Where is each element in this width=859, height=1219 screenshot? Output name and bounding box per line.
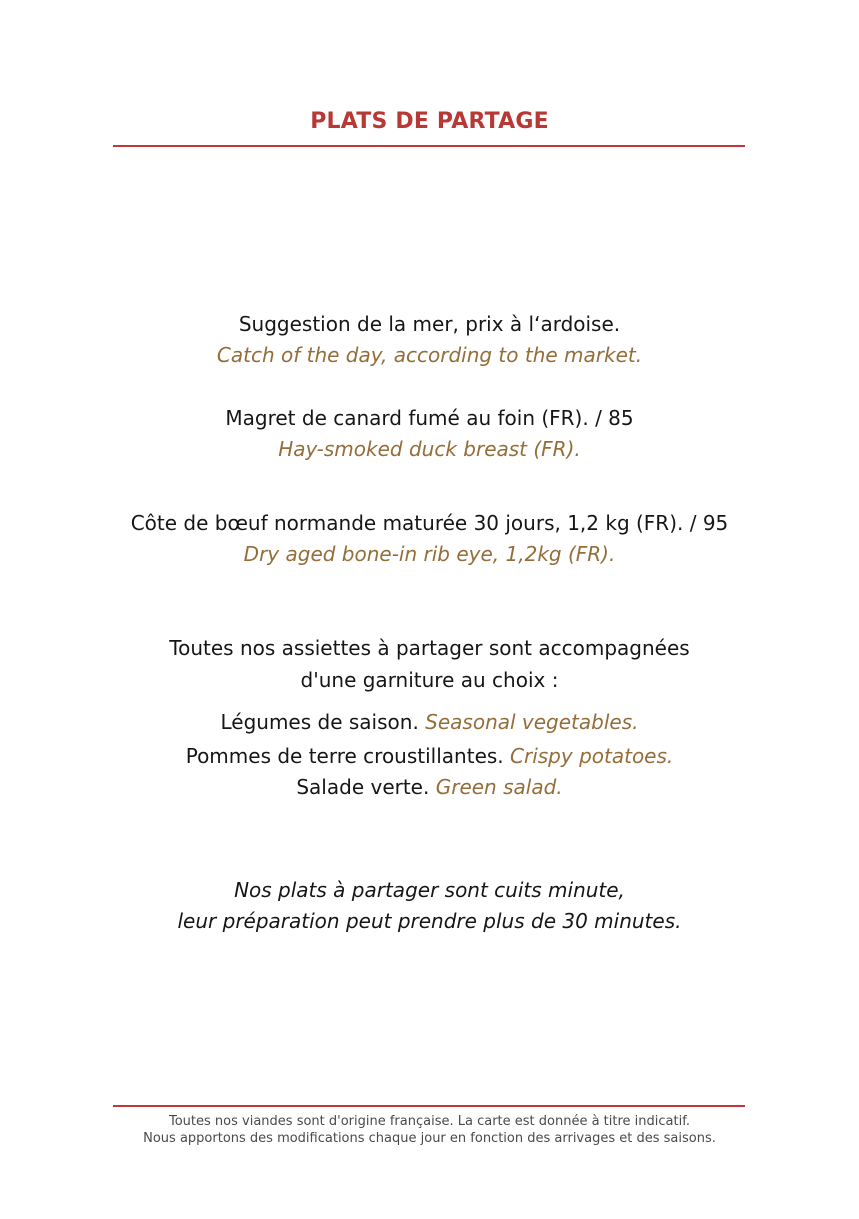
- side-item-potatoes: [0, 743, 859, 769]
- side-item-english: Seasonal vegetables.: [425, 710, 639, 734]
- sides-intro-line2: d'une garniture au choix :: [300, 668, 559, 692]
- dish-1-french: Suggestion de la mer, prix à l‘ardoise.: [238, 312, 621, 336]
- cooking-note-line2: leur préparation peut prendre plus de 30 minutes.: [177, 909, 682, 933]
- dish-1-english: Catch of the day, according to the market.: [216, 343, 643, 367]
- footer-line2: Nous apportons des modifications chaque jour en fonction des arrivages et des saisons.: [143, 1131, 716, 1146]
- dish-3-english: Dry aged bone-in rib eye, 1,2kg (FR).: [243, 542, 616, 566]
- side-item-english: Crispy potatoes.: [510, 744, 674, 768]
- page-title: PLATS DE PARTAGE: [310, 109, 549, 134]
- side-item-vegetables: [0, 709, 859, 735]
- dish-3-french: Côte de bœuf normande maturée 30 jours, 1,2 kg (FR). / 95: [130, 511, 729, 535]
- footer-divider: [113, 1105, 745, 1107]
- dish-2-french: Magret de canard fumé au foin (FR). / 85: [225, 406, 634, 430]
- dish-2-english: Hay-smoked duck breast (FR).: [278, 437, 581, 461]
- sides-intro-line1: Toutes nos assiettes à partager sont accompagnées: [169, 636, 690, 660]
- side-item-salad: [0, 774, 859, 800]
- title-divider: [113, 145, 745, 147]
- side-item-french: Salade verte.: [296, 775, 430, 799]
- footer-line1: Toutes nos viandes sont d'origine française. La carte est donnée à titre indicatif.: [169, 1114, 690, 1129]
- side-item-french: Légumes de saison.: [220, 710, 419, 734]
- cooking-note-line1: Nos plats à partager sont cuits minute,: [234, 878, 625, 902]
- side-item-english: Green salad.: [435, 775, 563, 799]
- side-item-french: Pommes de terre croustillantes.: [185, 744, 504, 768]
